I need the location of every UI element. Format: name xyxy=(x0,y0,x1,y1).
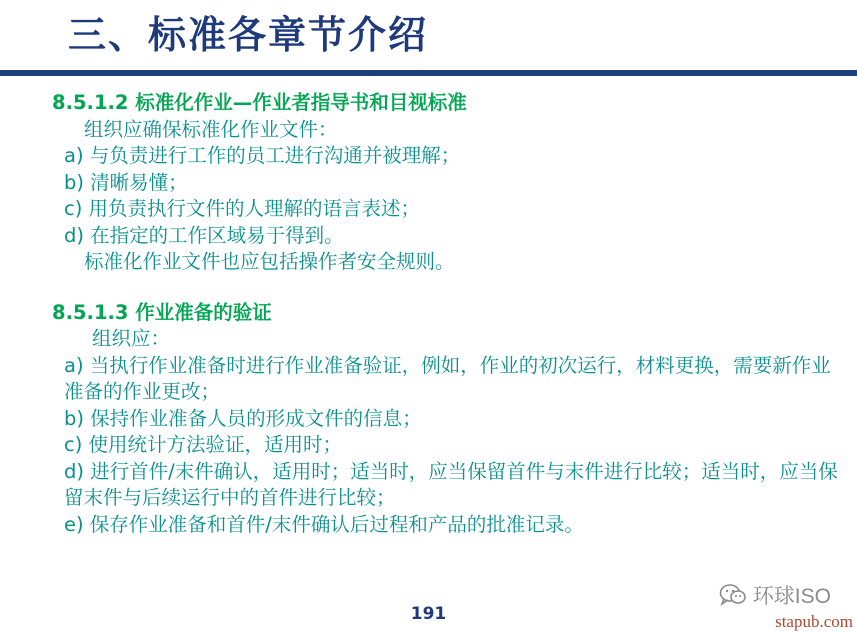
page-number: 191 xyxy=(410,604,447,624)
watermark-site: stapub.com xyxy=(775,612,853,631)
section-closing: 标准化作业文件也应包括操作者安全规则。 xyxy=(84,250,455,273)
wechat-icon xyxy=(719,583,747,607)
section-spacer xyxy=(52,276,842,300)
list-item: c) 使用统计方法验证，适用时； xyxy=(64,433,343,456)
list-item: b) 保持作业准备人员的形成文件的信息； xyxy=(64,406,422,430)
list-item: d) 在指定的工作区域易于得到。 xyxy=(64,223,344,247)
list-item: a) 与负责进行工作的员工进行沟通并被理解； xyxy=(64,144,461,167)
section-heading: 8.5.1.2 标准化作业—作业者指导书和目视标准 xyxy=(52,91,467,114)
watermark xyxy=(719,580,831,610)
list-item: c) 用负责执行文件的人理解的语言表述； xyxy=(64,197,421,220)
watermark-account: 环球ISO xyxy=(752,585,831,608)
list-item: d) 进行首件/末件确认，适用时；适当时，应当保留首件与末件进行比较；适当时，应当保留末件与后续运行中的首件进行比较； xyxy=(64,459,838,509)
list-item: a) 当执行作业准备时进行作业准备验证，例如，作业的初次运行，材料更换，需要新作业准备的作业更改； xyxy=(64,353,831,403)
section-heading: 8.5.1.3 作业准备的验证 xyxy=(52,300,272,324)
slide-content xyxy=(52,90,842,538)
list-item: e) 保存作业准备和首件/末件确认后过程和产品的批准记录。 xyxy=(64,512,584,536)
list-item: b) 清晰易懂； xyxy=(64,170,188,194)
section-intro: 组织应： xyxy=(92,327,171,350)
slide-title: 三、标准各章节介绍 xyxy=(68,13,429,57)
title-divider xyxy=(0,70,857,76)
section-intro: 组织应确保标准化作业文件： xyxy=(84,117,338,141)
